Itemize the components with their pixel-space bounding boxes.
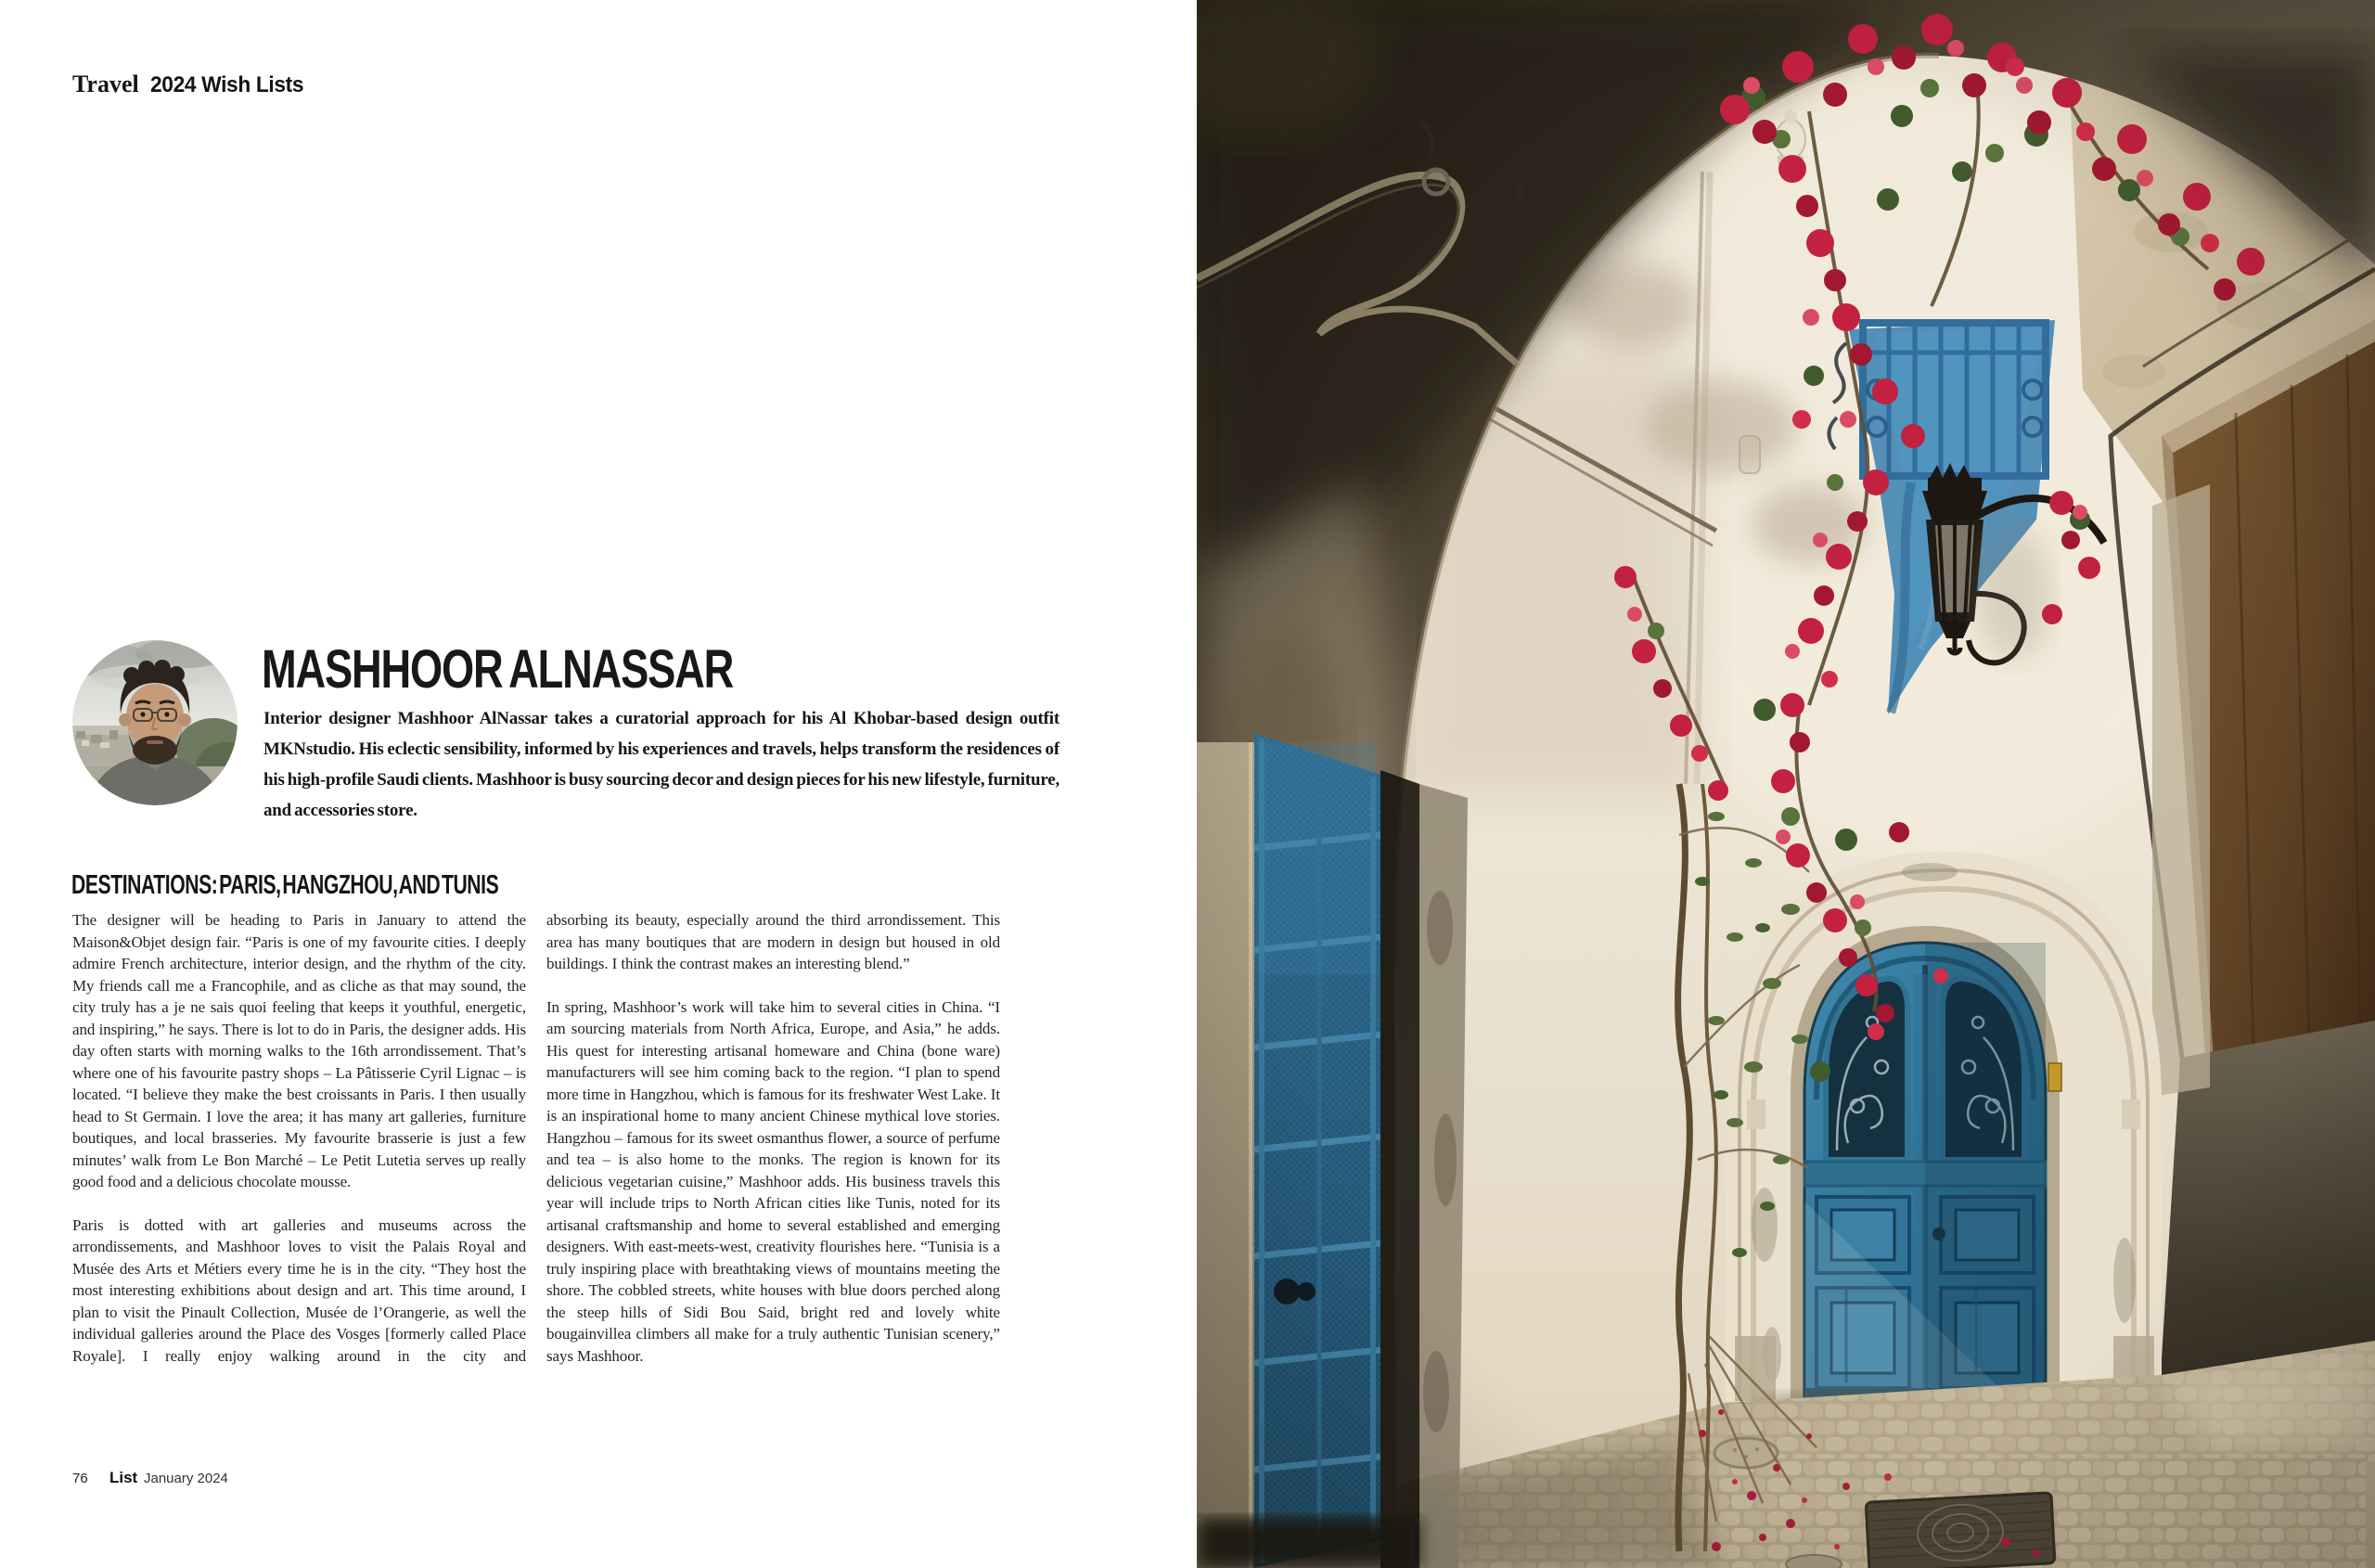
edition-label: 2024 Wish Lists	[149, 72, 303, 97]
profile-name: MASHHOOR ALNASSAR	[262, 639, 734, 700]
article-column-2	[546, 909, 1000, 1388]
page-header	[72, 71, 312, 98]
article-paragraph: Paris is dotted with art galleries and museums across the arrondissements, and Mashhoor loves to visit the Palais Royal and Musée des Arts et Métiers every time he is in the city. “They host the most interesting exhibitions about design and art. This time around, I plan to visit the Pinault Collection, Musée de l’Orangerie, as well the individual galleries around the Place des Vosges [formerly called Place Royale]. I really enjoy walking around in the city and	[72, 1215, 526, 1365]
profile-photo	[72, 640, 238, 805]
street-photo-graphic	[1197, 0, 2375, 1568]
avatar-graphic	[72, 640, 238, 805]
article-paragraph: In spring, Mashhoor’s work will take him to several cities in China. “I am sourcing materials from North Africa, Europe, and Asia,” he adds. His quest for interesting artisanal homeware and China (bone ware) manufacturers will see him coming back to the region. “I plan to spend more time in Hangzhou, which is famous for its freshwater West Lake. It is an inspirational home to many ancient Chinese mythical love stories. Hangzhou – famous for its sweet osmanthus flower, a source of perfume and tea – is also home to the monks. The region is known for its delicious vegetarian cuisine,” Mashhoor adds. His business travels this year will include trips to North African cities like Tunis, noted for its artisanal craftsmanship and home to several established and emerging designers. With east-meets-west, creativity flourishes here. “Tunisia is a truly inspiring place with breathtaking views of mountains meeting the shore. The cobbled streets, white houses with blue doors perched along the steep hills of Sidi Bou Said, bright red and lovely white bougainvillea climbers all make for a truly authentic Tunisian scenery,” says Mashhoor.	[546, 997, 1000, 1365]
street-photo	[1197, 0, 2375, 1568]
profile-bio: Interior designer Mashhoor AlNassar takes a curatorial approach for his Al Khobar-based design outfit MKNstudio. His eclectic sensibility, informed by his experiences and travels, helps transform the residences of his high-profile Saudi clients. Mashhoor is busy sourcing decor and design pieces for his new lifestyle, furniture, and accessories store.	[263, 709, 1059, 820]
article-paragraph: absorbing its beauty, especially around the third arrondissement. This area has many boutiques that are modern in design but housed in old buildings. I think the contrast makes an interesting blend.”	[546, 911, 1000, 972]
article-body	[72, 909, 1000, 1388]
section-label: Travel	[72, 71, 139, 97]
page-number: 76	[72, 1471, 88, 1486]
magazine-name: List	[109, 1469, 138, 1486]
article-paragraph: The designer will be heading to Paris in January to attend the Maison&Objet design fair. “Paris is one of my favourite cities. I deeply admire French architecture, interior design, and the rhythm of the city. My friends call me a Francophile, and as cliche as that may sound, the city truly has a je ne sais quoi feeling that keeps it youthful, energetic, and inspiring,” he says. There is lot to do in Paris, the designer adds. His day often starts with morning walks to the 16th arrondissement. That’s where one of his favourite pastry shops – La Pâtisserie Cyril Lignac – is located. “I believe they make the best croissants in Paris. I then usually head to St Germain. I love the area; it has many art galleries, furniture boutiques, and local brasseries. My favourite brasserie is just a few minutes’ walk from Le Bon Marché – Le Petit Lutetia serves up really good food and a delicious chocolate mousse.	[72, 911, 526, 1190]
issue-date: January 2024	[144, 1471, 228, 1486]
article-heading: DESTINATIONS: PARIS, HANGZHOU, AND TUNIS	[71, 870, 499, 900]
article-column-1	[72, 909, 526, 1388]
page-footer	[0, 1469, 1197, 1497]
